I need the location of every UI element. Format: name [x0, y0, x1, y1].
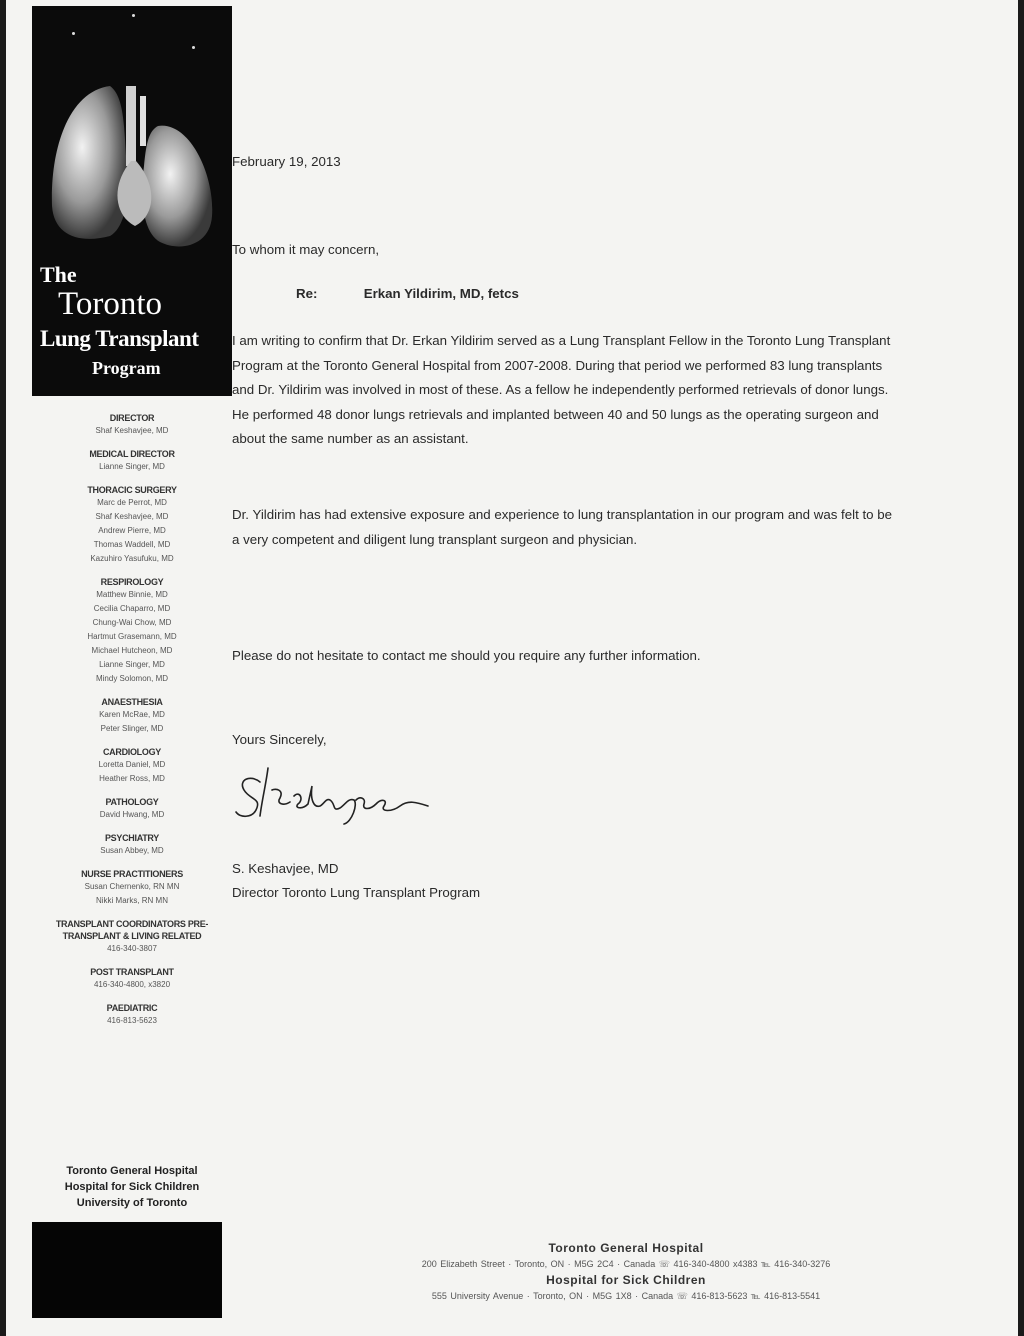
- department-member: Susan Abbey, MD: [100, 846, 164, 855]
- department-member: Shaf Keshavjee, MD: [95, 426, 169, 435]
- department-member: Nikki Marks, RN MN: [96, 896, 168, 905]
- logo-toronto: Toronto: [58, 286, 163, 322]
- department-member: Lianne Singer, MD: [99, 660, 165, 669]
- affiliated-hospitals: [32, 1163, 232, 1211]
- logo-the: The: [40, 262, 77, 287]
- department-title: POST TRANSPLANT: [90, 967, 174, 977]
- letter-date: February 19, 2013: [232, 154, 341, 169]
- footer-hospital-name: Hospital for Sick Children: [546, 1273, 706, 1287]
- roster-department: [32, 412, 232, 438]
- footer-hospital-address: 555 University Avenue · Toronto, ON · M5G 1X8 · Canada ☏ 416-813-5623 ℡ 416-813-5541: [431, 1291, 821, 1301]
- roster-department: [32, 484, 232, 566]
- re-subject: Erkan Yildirim, MD, fetcs: [363, 286, 519, 301]
- staff-roster: [32, 412, 232, 1038]
- department-member: Matthew Binnie, MD: [96, 590, 168, 599]
- signer-title: Director Toronto Lung Transplant Program: [232, 885, 481, 900]
- department-title: PSYCHIATRY: [104, 833, 159, 843]
- department-member: Andrew Pierre, MD: [98, 526, 166, 535]
- paragraph: Dr. Yildirim has had extensive exposure and experience to lung transplantation in our program and was felt to be a very competent and diligent lung transplant surgeon and physician.: [232, 507, 893, 547]
- lungs-illustration-icon: [40, 66, 224, 256]
- re-label: Re:: [296, 286, 318, 301]
- roster-department: [32, 576, 232, 686]
- department-member: Shaf Keshavjee, MD: [95, 512, 169, 521]
- department-member: Heather Ross, MD: [99, 774, 165, 783]
- department-member: Karen McRae, MD: [99, 710, 165, 719]
- department-member: Lianne Singer, MD: [99, 462, 165, 471]
- department-member: Kazuhiro Yasufuku, MD: [90, 554, 174, 563]
- signature: [232, 760, 452, 830]
- roster-department: [32, 832, 232, 858]
- department-member: David Hwang, MD: [99, 810, 165, 819]
- department-title: DIRECTOR: [109, 413, 155, 423]
- affiliation-line: Toronto General Hospital: [66, 1165, 198, 1177]
- roster-department: [32, 746, 232, 786]
- department-title: THORACIC SURGERY: [87, 485, 177, 495]
- roster-department: [32, 918, 232, 956]
- department-member: Marc de Perrot, MD: [97, 498, 167, 507]
- salutation: To whom it may concern,: [232, 242, 380, 257]
- program-logo: [32, 6, 232, 396]
- department-member: Michael Hutcheon, MD: [91, 646, 173, 655]
- letter-page: [6, 0, 1018, 1336]
- footer-hospital-address: 200 Elizabeth Street · Toronto, ON · M5G 2C4 · Canada ☏ 416-340-4800 x4383 ℡ 416-340-3276: [421, 1259, 831, 1269]
- logo-lung-transplant: Lung Transplant: [40, 326, 199, 351]
- department-member: Loretta Daniel, MD: [98, 760, 166, 769]
- department-title: MEDICAL DIRECTOR: [89, 449, 175, 459]
- paragraph: I am writing to confirm that Dr. Erkan Yildirim served as a Lung Transplant Fellow in the Toronto Lung Transplant Program at the Toronto General Hospital from 2007-2008. During that period we performed 83 lung transplants and Dr. Yildirim was involved in most of these. As a fellow he independently performed retrievals of donor lungs. He performed 48 donor lungs retrievals and implanted between 40 and 50 lungs as the operating surgeon and about the same number as an assistant.: [232, 333, 891, 446]
- department-title: CARDIOLOGY: [102, 747, 161, 757]
- footer-hospital-name: Toronto General Hospital: [548, 1241, 704, 1255]
- department-member: Mindy Solomon, MD: [95, 674, 169, 683]
- department-title: PATHOLOGY: [105, 797, 159, 807]
- roster-department: [32, 966, 232, 992]
- department-member: 416-813-5623: [107, 1016, 157, 1025]
- letterhead-footer: [306, 1240, 946, 1304]
- roster-department: [32, 448, 232, 474]
- department-title: RESPIROLOGY: [100, 577, 164, 587]
- affiliation-line: Hospital for Sick Children: [64, 1181, 200, 1193]
- department-member: Cecilia Chaparro, MD: [93, 604, 171, 613]
- signer-name: S. Keshavjee, MD: [232, 861, 339, 876]
- department-title: NURSE PRACTITIONERS: [81, 869, 183, 879]
- department-member: Hartmut Grasemann, MD: [87, 632, 177, 641]
- department-title: PAEDIATRIC: [106, 1003, 158, 1013]
- redaction-box: [32, 1222, 222, 1318]
- department-member: Susan Chernenko, RN MN: [84, 882, 180, 891]
- logo-program: Program: [92, 358, 161, 378]
- department-member: Peter Slinger, MD: [100, 724, 164, 733]
- department-member: Chung-Wai Chow, MD: [92, 618, 172, 627]
- department-member: 416-340-4800, x3820: [93, 980, 171, 989]
- department-member: 416-340-3807: [107, 944, 157, 953]
- affiliation-line: University of Toronto: [76, 1197, 188, 1209]
- roster-department: [32, 1002, 232, 1028]
- paragraph: Please do not hesitate to contact me should you require any further information.: [232, 648, 701, 663]
- re-line: [296, 282, 519, 307]
- department-title: TRANSPLANT COORDINATORS PRE-TRANSPLANT & LIVING RELATED: [55, 919, 209, 941]
- closing: Yours Sincerely,: [232, 732, 327, 747]
- roster-department: [32, 796, 232, 822]
- roster-department: [32, 696, 232, 736]
- department-member: Thomas Waddell, MD: [93, 540, 171, 549]
- roster-department: [32, 868, 232, 908]
- department-title: ANAESTHESIA: [101, 697, 163, 707]
